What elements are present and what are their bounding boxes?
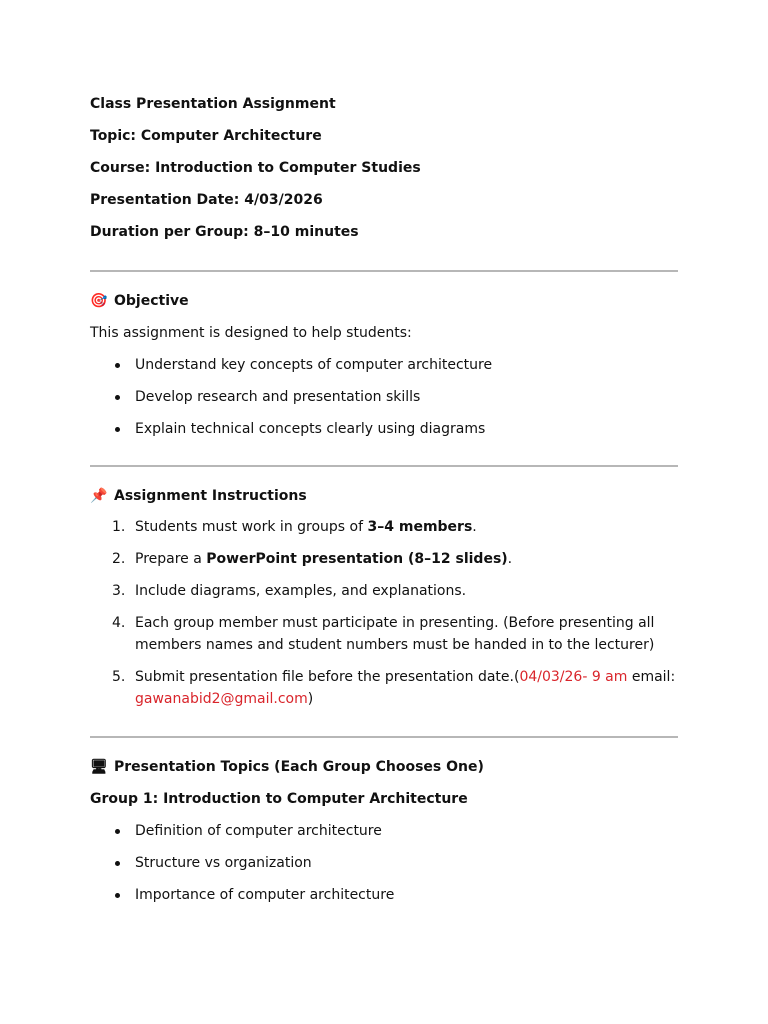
item-text: Submit presentation file before the presentation date.( [135, 669, 520, 685]
item-bold-text: PowerPoint presentation (8–12 slides) [206, 551, 508, 567]
list-item [90, 612, 678, 656]
divider [90, 736, 678, 738]
duration-line: Duration per Group: 8–10 minutes [90, 224, 359, 240]
instructions-heading [90, 486, 678, 506]
course-line: Course: Introduction to Computer Studies [90, 160, 421, 176]
list-item: Importance of computer architecture [90, 885, 678, 905]
list-item: Structure vs organization [90, 853, 678, 873]
group-1-list [90, 821, 678, 905]
deadline-text: 04/03/26- 9 am [519, 669, 628, 685]
item-bold-text: 3–4 members [367, 519, 473, 535]
list-item: Develop research and presentation skills [90, 387, 678, 407]
list-item [90, 516, 678, 538]
list-item [90, 548, 678, 570]
computer-icon: 🖥 [90, 759, 108, 775]
item-text: email: [627, 669, 676, 685]
item-number: 3. [112, 583, 126, 599]
email-link[interactable]: gawanabid2@gmail.com [135, 691, 308, 707]
item-text: . [507, 551, 513, 567]
target-icon: 🎯 [90, 293, 108, 309]
objective-heading-label: Objective [114, 293, 189, 309]
topic-line: Topic: Computer Architecture [90, 128, 322, 144]
topics-heading-label: Presentation Topics (Each Group Chooses One) [114, 759, 484, 775]
item-number: 2. [112, 551, 126, 567]
item-number: 4. [112, 615, 126, 631]
objective-heading [90, 291, 678, 311]
topics-heading [90, 757, 678, 777]
item-text: ) [307, 691, 314, 707]
item-number: 1. [112, 519, 126, 535]
document-title: Class Presentation Assignment [90, 96, 336, 112]
list-item [90, 666, 678, 710]
divider [90, 465, 678, 467]
list-item: Understand key concepts of computer architecture [90, 355, 678, 375]
objective-intro: This assignment is designed to help students: [90, 325, 412, 341]
pushpin-icon: 📌 [90, 488, 108, 504]
item-text: Include diagrams, examples, and explanations. [135, 583, 467, 599]
divider [90, 270, 678, 272]
document-page [90, 88, 678, 905]
item-text: . [472, 519, 477, 535]
instructions-heading-label: Assignment Instructions [114, 488, 307, 504]
instructions-list [90, 516, 678, 710]
objective-list [90, 355, 678, 439]
list-item: Explain technical concepts clearly using diagrams [90, 419, 678, 439]
group-1-title: Group 1: Introduction to Computer Architecture [90, 791, 468, 807]
item-text: Prepare a [135, 551, 207, 567]
date-line: Presentation Date: 4/03/2026 [90, 192, 323, 208]
item-number: 5. [112, 669, 126, 685]
list-item [90, 580, 678, 602]
list-item: Definition of computer architecture [90, 821, 678, 841]
item-text: Each group member must participate in presenting. (Before presenting all members names and student numbers must be handed in to the lecturer) [135, 615, 655, 653]
item-text: Students must work in groups of [135, 519, 368, 535]
